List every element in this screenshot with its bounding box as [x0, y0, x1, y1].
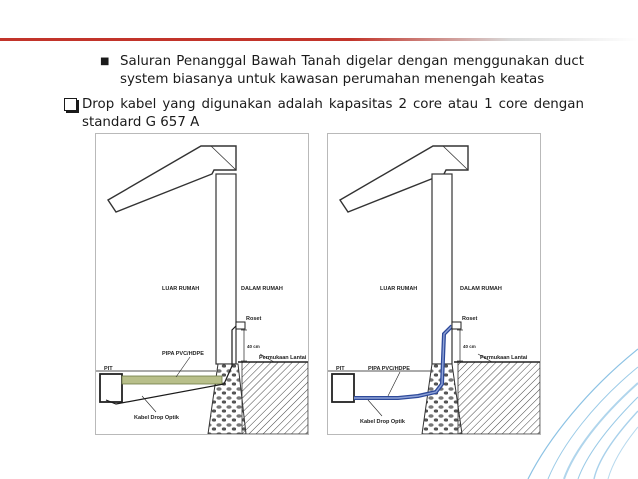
label-inside: DALAM RUMAH: [460, 286, 502, 292]
label-pit: PIT: [104, 366, 113, 372]
label-roset: Roset: [462, 316, 478, 322]
indoor-floor: [242, 362, 308, 434]
label-floor: Permukaan Lantai: [259, 355, 307, 361]
foundation: [208, 364, 246, 434]
diagram-pipe-straight: [95, 133, 309, 435]
main-bullet-text: Drop kabel yang digunakan adalah kapasitas 2 core atau 1 core dengan standard G 657 A: [82, 97, 584, 130]
label-pipe: PIPA PVC/HDPE: [162, 351, 204, 357]
label-height: 40 cm: [463, 344, 476, 349]
header-rule: [0, 38, 638, 41]
label-pipe: PIPA PVC/HDPE: [368, 366, 410, 372]
label-outside: LUAR RUMAH: [380, 286, 418, 292]
label-inside: DALAM RUMAH: [241, 286, 283, 292]
label-cable: Kabel Drop Optik: [134, 415, 179, 421]
label-pit: PIT: [336, 366, 345, 372]
label-outside: LUAR RUMAH: [162, 286, 200, 292]
corner-decoration: [438, 279, 638, 479]
label-roset: Roset: [246, 316, 262, 322]
label-floor: Permukaan Lantai: [480, 355, 528, 361]
pit-box: [332, 374, 354, 402]
checkbox-bullet-icon: [64, 98, 77, 111]
label-cable: Kabel Drop Optik: [360, 419, 405, 425]
roset-box: [236, 322, 245, 329]
pvc-pipe: [122, 376, 222, 384]
square-bullet-icon: ■: [100, 56, 110, 67]
label-height: 40 cm: [247, 344, 260, 349]
house-wall: [216, 174, 236, 364]
sub-bullet-text: Saluran Penanggal Bawah Tanah digelar dengan menggunakan duct system biasanya untuk kawasan perumahan menengah keatas: [120, 54, 584, 87]
pit-box: [100, 374, 122, 402]
diagram-1-svg: [96, 134, 308, 434]
